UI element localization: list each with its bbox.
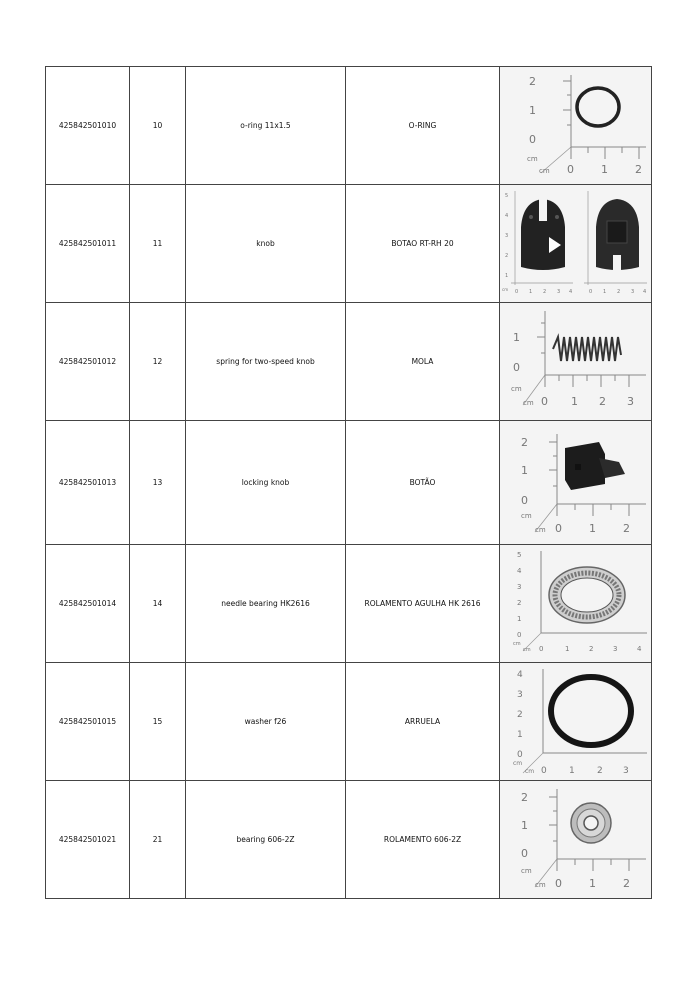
svg-text:2: 2 bbox=[520, 790, 528, 804]
part-image-cell bbox=[500, 545, 652, 663]
svg-text:3: 3 bbox=[516, 689, 523, 700]
position-number: 15 bbox=[130, 663, 186, 781]
description-english: o-ring 11x1.5 bbox=[186, 67, 346, 185]
article-number: 425842501014 bbox=[46, 545, 130, 663]
svg-text:1: 1 bbox=[570, 394, 578, 408]
description-english: needle bearing HK2616 bbox=[186, 545, 346, 663]
table-row bbox=[46, 421, 652, 545]
svg-text:0: 0 bbox=[516, 749, 523, 760]
svg-text:cm: cm bbox=[534, 525, 546, 534]
position-number: 13 bbox=[130, 421, 186, 545]
svg-text:2: 2 bbox=[516, 709, 523, 720]
part-image-cell bbox=[500, 67, 652, 185]
svg-text:4: 4 bbox=[642, 288, 646, 295]
knob-photo bbox=[501, 187, 651, 301]
description-english: locking knob bbox=[186, 421, 346, 545]
svg-text:0: 0 bbox=[516, 630, 521, 639]
svg-text:1: 1 bbox=[564, 644, 569, 653]
article-number: 425842501021 bbox=[46, 781, 130, 899]
article-number: 425842501015 bbox=[46, 663, 130, 781]
svg-text:0: 0 bbox=[528, 132, 536, 146]
svg-text:2: 2 bbox=[622, 521, 630, 535]
svg-text:cm: cm bbox=[524, 767, 534, 775]
svg-text:3: 3 bbox=[626, 394, 634, 408]
svg-text:3: 3 bbox=[504, 232, 508, 239]
svg-text:4: 4 bbox=[568, 288, 572, 295]
svg-text:4: 4 bbox=[516, 669, 523, 680]
svg-text:cm: cm bbox=[520, 866, 532, 875]
svg-text:3: 3 bbox=[556, 288, 560, 295]
description-english: knob bbox=[186, 185, 346, 303]
svg-text:2: 2 bbox=[634, 162, 642, 176]
svg-text:1: 1 bbox=[588, 876, 596, 890]
part-image-cell bbox=[500, 663, 652, 781]
svg-text:0: 0 bbox=[588, 288, 592, 295]
table-row bbox=[46, 781, 652, 899]
bearing-photo bbox=[501, 783, 651, 897]
svg-text:2: 2 bbox=[588, 644, 593, 653]
washer-photo bbox=[501, 665, 651, 779]
position-number: 14 bbox=[130, 545, 186, 663]
article-number: 425842501011 bbox=[46, 185, 130, 303]
description-portuguese: BOTAO RT-RH 20 bbox=[346, 185, 500, 303]
description-portuguese: MOLA bbox=[346, 303, 500, 421]
svg-text:1: 1 bbox=[516, 729, 523, 740]
svg-text:2: 2 bbox=[596, 765, 603, 776]
description-english: bearing 606-2Z bbox=[186, 781, 346, 899]
part-image-cell bbox=[500, 421, 652, 545]
description-english: spring for two-speed knob bbox=[186, 303, 346, 421]
svg-text:4: 4 bbox=[636, 644, 641, 653]
svg-text:1: 1 bbox=[600, 162, 608, 176]
table-row bbox=[46, 663, 652, 781]
position-number: 21 bbox=[130, 781, 186, 899]
svg-text:cm: cm bbox=[538, 166, 550, 175]
svg-text:0: 0 bbox=[520, 846, 528, 860]
svg-text:0: 0 bbox=[512, 360, 520, 374]
table-row bbox=[46, 185, 652, 303]
svg-text:cm: cm bbox=[522, 398, 534, 407]
table-row bbox=[46, 67, 652, 185]
position-number: 11 bbox=[130, 185, 186, 303]
svg-text:0: 0 bbox=[540, 394, 548, 408]
svg-text:3: 3 bbox=[612, 644, 617, 653]
svg-text:0: 0 bbox=[520, 493, 528, 507]
description-portuguese: ARRUELA bbox=[346, 663, 500, 781]
locking-knob-photo bbox=[501, 424, 651, 542]
svg-text:cm: cm bbox=[510, 384, 522, 393]
part-image-cell bbox=[500, 303, 652, 421]
svg-text:1: 1 bbox=[516, 614, 521, 623]
svg-text:0: 0 bbox=[554, 876, 562, 890]
part-image-cell bbox=[500, 781, 652, 899]
svg-text:0: 0 bbox=[514, 288, 518, 295]
position-number: 12 bbox=[130, 303, 186, 421]
svg-text:0: 0 bbox=[540, 765, 547, 776]
svg-text:0: 0 bbox=[554, 521, 562, 535]
svg-text:1: 1 bbox=[602, 288, 606, 295]
description-portuguese: BOTÃO bbox=[346, 421, 500, 545]
svg-text:5: 5 bbox=[504, 192, 508, 199]
article-number: 425842501010 bbox=[46, 67, 130, 185]
svg-text:3: 3 bbox=[516, 582, 521, 591]
svg-text:cm: cm bbox=[522, 646, 531, 653]
svg-text:3: 3 bbox=[622, 765, 629, 776]
svg-text:1: 1 bbox=[528, 103, 536, 117]
svg-text:1: 1 bbox=[528, 288, 532, 295]
svg-text:3: 3 bbox=[630, 288, 634, 295]
svg-text:cm: cm bbox=[526, 154, 538, 163]
spring-photo bbox=[501, 305, 651, 419]
svg-text:1: 1 bbox=[520, 818, 528, 832]
svg-text:4: 4 bbox=[516, 566, 521, 575]
svg-text:1: 1 bbox=[568, 765, 575, 776]
article-number: 425842501013 bbox=[46, 421, 130, 545]
svg-text:0: 0 bbox=[566, 162, 574, 176]
needle-bearing-photo bbox=[501, 547, 651, 661]
description-portuguese: O-RING bbox=[346, 67, 500, 185]
svg-text:2: 2 bbox=[598, 394, 606, 408]
table-row bbox=[46, 303, 652, 421]
svg-text:cm: cm bbox=[512, 759, 522, 767]
svg-text:2: 2 bbox=[528, 74, 536, 88]
description-portuguese: ROLAMENTO 606-2Z bbox=[346, 781, 500, 899]
position-number: 10 bbox=[130, 67, 186, 185]
svg-text:4: 4 bbox=[504, 212, 508, 219]
svg-text:2: 2 bbox=[504, 252, 508, 259]
svg-text:0: 0 bbox=[538, 644, 543, 653]
svg-text:2: 2 bbox=[516, 598, 521, 607]
svg-text:cm: cm bbox=[534, 880, 546, 889]
o-ring-photo bbox=[501, 69, 651, 183]
svg-text:2: 2 bbox=[622, 876, 630, 890]
svg-text:cm: cm bbox=[520, 511, 532, 520]
parts-table bbox=[45, 66, 652, 899]
description-portuguese: ROLAMENTO AGULHA HK 2616 bbox=[346, 545, 500, 663]
description-english: washer f26 bbox=[186, 663, 346, 781]
svg-text:1: 1 bbox=[520, 463, 528, 477]
svg-text:cm: cm bbox=[501, 286, 508, 292]
table-row bbox=[46, 545, 652, 663]
svg-text:cm: cm bbox=[512, 640, 521, 647]
svg-text:2: 2 bbox=[520, 435, 528, 449]
part-image-cell bbox=[500, 185, 652, 303]
svg-text:1: 1 bbox=[504, 272, 508, 279]
article-number: 425842501012 bbox=[46, 303, 130, 421]
svg-text:1: 1 bbox=[588, 521, 596, 535]
svg-text:2: 2 bbox=[616, 288, 620, 295]
svg-text:1: 1 bbox=[512, 330, 520, 344]
svg-text:2: 2 bbox=[542, 288, 546, 295]
svg-text:5: 5 bbox=[516, 550, 521, 559]
